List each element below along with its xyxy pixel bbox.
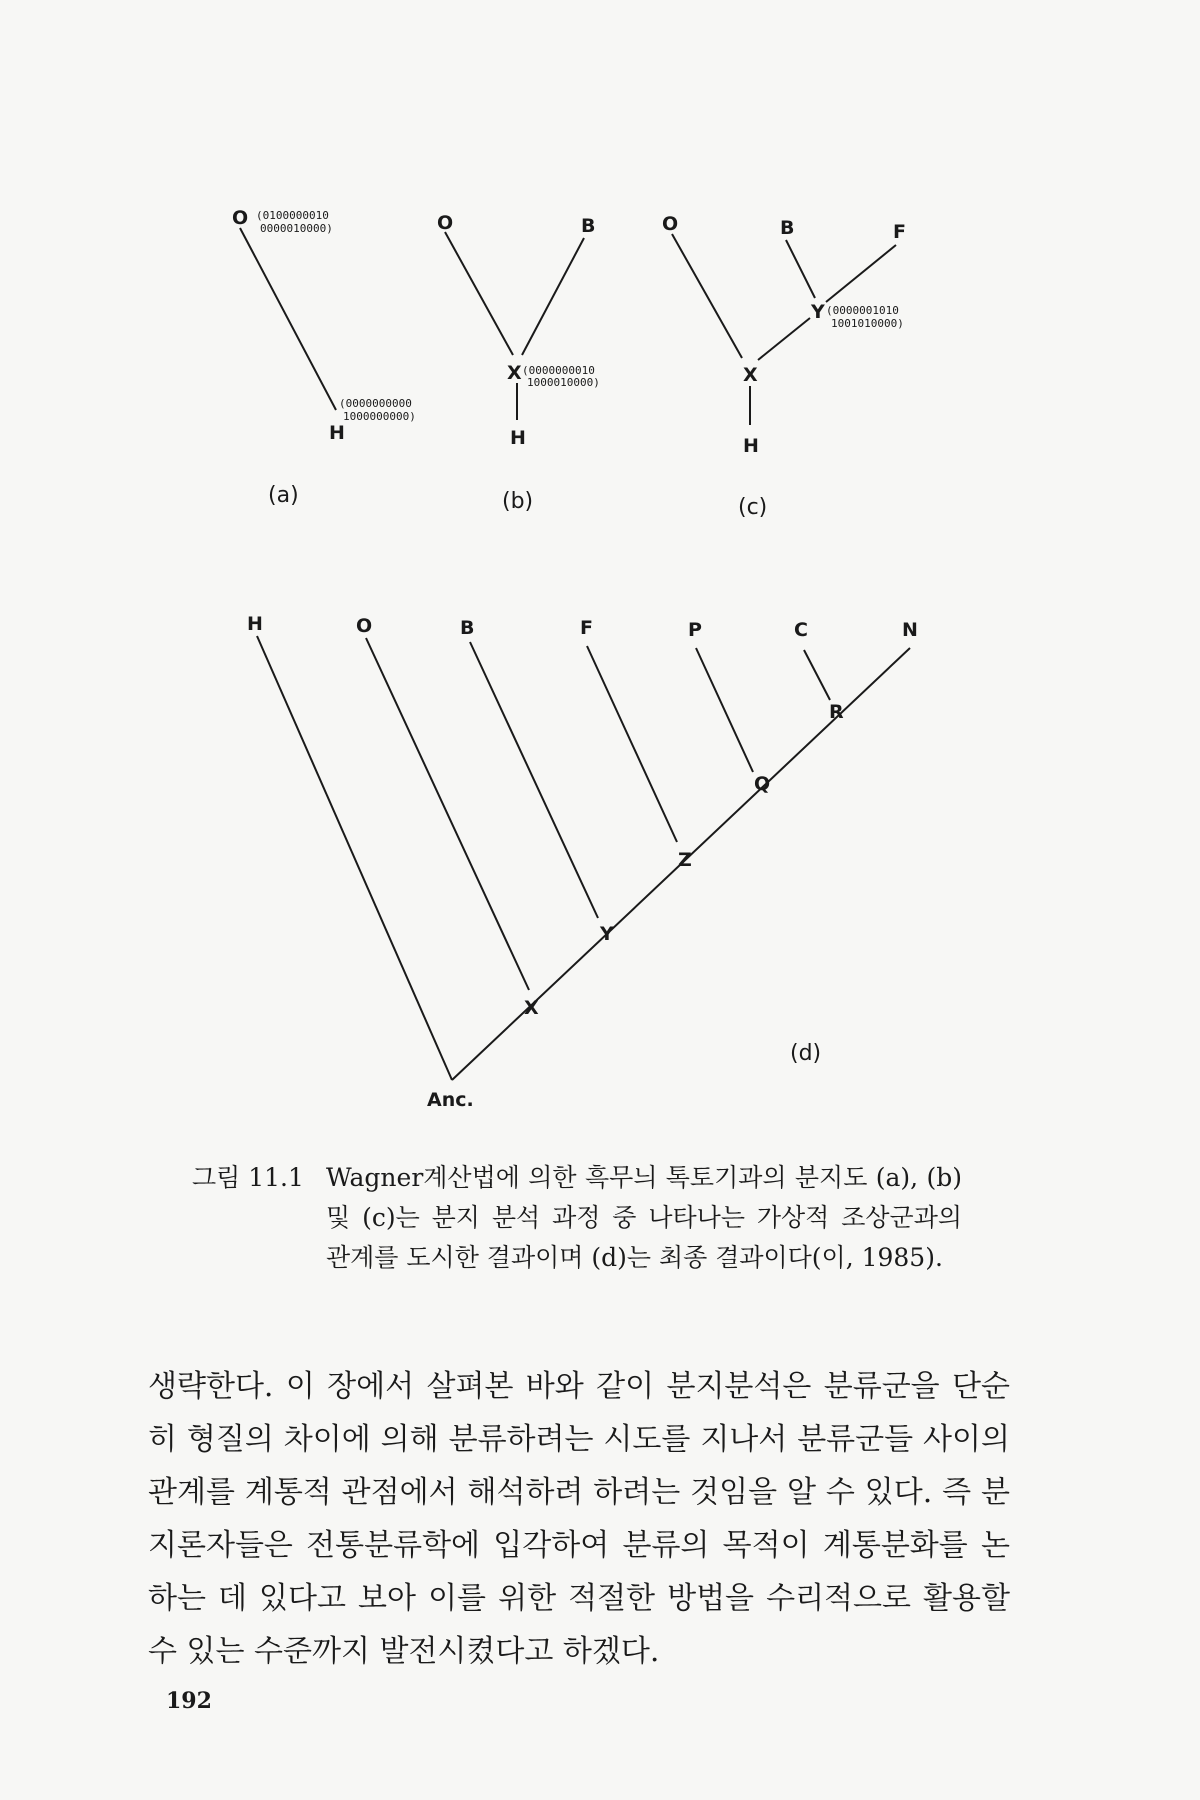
panel-a-label: (a) [268,483,299,508]
figure-caption [192,1158,962,1278]
internal-d-z: Z [678,849,692,871]
panel-b [437,212,600,514]
code-c-y-line2: 1001010000) [831,317,904,330]
node-c-f: F [893,221,906,243]
node-c-h: H [743,435,759,457]
panel-d-label: (d) [790,1041,822,1066]
edge-a-o-h [240,228,336,410]
code-c-y-line1: (0000001010 [826,304,899,317]
panel-a [232,207,416,508]
node-a-h: H [329,422,345,444]
edge-d-f [587,646,677,842]
tip-d-c: C [794,619,808,641]
page-number: 192 [166,1688,212,1714]
edge-d-c [804,650,830,700]
tip-d-o: O [356,615,373,637]
code-a-o-line1: (0100000010 [256,209,329,222]
edge-c-f-y [826,245,896,302]
node-b-h: H [510,427,526,449]
edge-d-p [696,648,753,772]
edge-c-y-x [758,318,810,360]
node-c-x: X [743,364,758,386]
code-b-x-line1: (0000000010 [522,364,595,377]
code-b-x-line2: 1000010000) [527,376,600,389]
tip-d-f: F [580,617,593,639]
edge-d-h [257,636,452,1080]
node-c-o: O [662,213,679,235]
edge-c-b-y [786,240,815,298]
panel-c-label: (c) [738,495,768,520]
edge-d-b [470,642,598,918]
node-b-b: B [581,215,596,237]
internal-d-x: X [524,997,539,1019]
tip-d-b: B [460,617,475,639]
edge-c-o-x [672,234,742,358]
node-a-o: O [232,207,249,229]
edge-d-o [366,638,529,990]
root-d-anc: Anc. [427,1089,474,1111]
code-a-h-line2: 1000000000) [343,410,416,423]
panel-b-label: (b) [502,489,534,514]
internal-d-q: Q [754,773,771,795]
internal-d-r: R [829,701,844,723]
tip-d-p: P [688,619,702,641]
code-a-o-line2: 0000010000) [260,222,333,235]
code-a-h-line1: (0000000000 [339,397,412,410]
caption-label: 그림 11.1 [192,1163,304,1192]
caption-text: Wagner계산법에 의한 흑무늬 톡토기과의 분지도 (a), (b) 및 (c)는 분지 분석 과정 중 나타나는 가상적 조상군과의 관계를 도시한 결과이며 (d)는 최종 결과이다(이, 1985). [326,1163,962,1272]
edge-b-b-x [522,238,584,355]
edge-b-o-x [445,232,513,355]
tip-d-h: H [247,613,263,635]
node-b-o: O [437,212,454,234]
body-paragraph: 생략한다. 이 장에서 살펴본 바와 같이 분지분석은 분류군을 단순히 형질의 차이에 의해 분류하려는 시도를 지나서 분류군들 사이의 관계를 계통적 관점에서 해석하려 하려는 것임을 알 수 있다. 즉 분지론자들은 전통분류학에 입각하여 분류의 목적이 계통분화를 논하는 데 있다고 보아 이를 위한 적절한 방법을 수리적으로 활용할 수 있는 수준까지 발전시켰다고 하겠다. [148,1369,1010,1669]
panel-d [247,613,918,1111]
internal-d-y: Y [600,923,614,945]
node-c-b: B [780,217,795,239]
panel-c [662,213,906,520]
node-c-y: Y [811,301,825,323]
tip-d-n: N [902,619,918,641]
node-b-x: X [507,362,522,384]
